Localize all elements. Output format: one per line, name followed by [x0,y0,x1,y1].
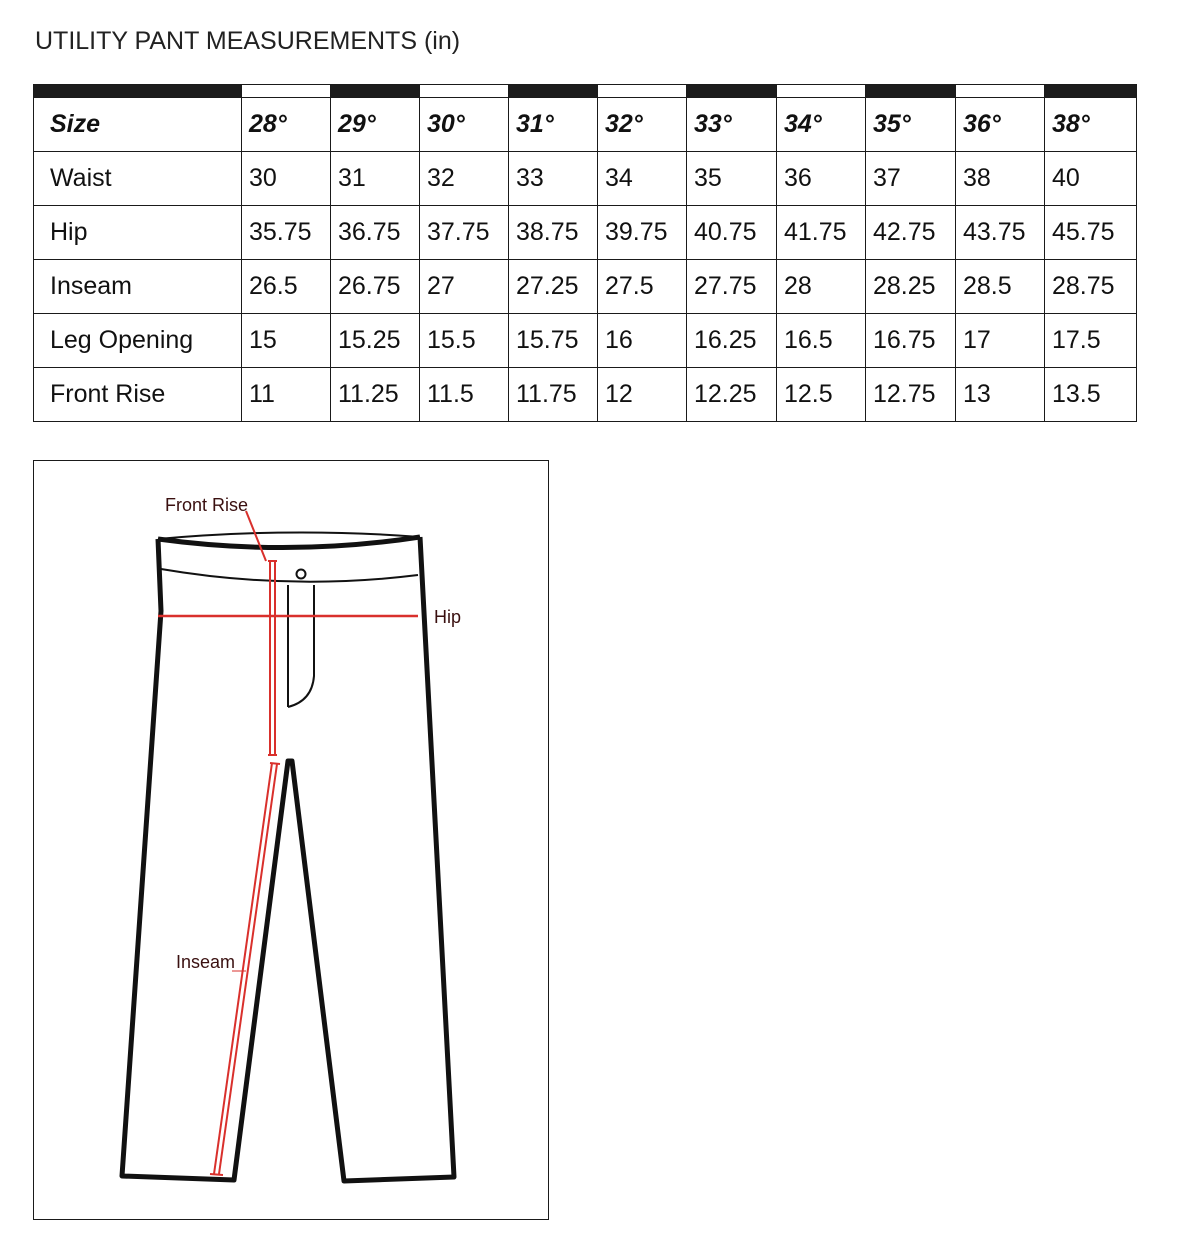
measurement-cell: 15.75 [509,314,598,368]
measurement-cell: 30 [242,152,331,206]
table-row [34,260,1137,314]
measurement-cell: 28.5 [956,260,1045,314]
measurement-cell: 37.75 [420,206,509,260]
pant-diagram [33,460,549,1220]
measurement-cell: 36.75 [331,206,420,260]
row-label: Hip [34,206,242,260]
measurement-cell: 27 [420,260,509,314]
measurement-cell: 13.5 [1045,368,1137,422]
measurement-cell: 31 [331,152,420,206]
hip-label: Hip [434,607,462,627]
header-bar-row [34,85,1137,98]
button-icon [297,570,306,579]
front-rise-pointer [246,511,266,561]
measurement-cell: 34 [598,152,687,206]
measurement-cell: 28 [777,260,866,314]
waistband-top [158,537,420,548]
row-label: Waist [34,152,242,206]
page-title: UTILITY PANT MEASUREMENTS (in) [35,27,461,55]
measurement-cell: 11 [242,368,331,422]
size-header-cell: 35° [866,98,956,152]
measurement-cell: 16.5 [777,314,866,368]
pant-illustration [34,461,550,1221]
measurement-cell: 11.25 [331,368,420,422]
size-row-label: Size [34,98,242,152]
header-bar-cell [598,85,687,98]
header-bar-cell [866,85,956,98]
measurement-cell: 12.25 [687,368,777,422]
table-row [34,152,1137,206]
header-bar-cell [687,85,777,98]
table-row [34,314,1137,368]
header-bar-cell [1045,85,1137,98]
table-row [34,368,1137,422]
header-bar-cell [34,85,242,98]
measurement-cell: 27.5 [598,260,687,314]
measurement-cell: 26.75 [331,260,420,314]
measurement-cell: 38 [956,152,1045,206]
header-bar-cell [242,85,331,98]
measurement-cell: 40.75 [687,206,777,260]
measurement-cell: 28.75 [1045,260,1137,314]
measurement-cell: 12 [598,368,687,422]
header-bar-cell [956,85,1045,98]
measurement-cell: 33 [509,152,598,206]
size-header-cell: 38° [1045,98,1137,152]
fly-stitch [288,585,314,707]
measurement-cell: 38.75 [509,206,598,260]
measurement-cell: 16 [598,314,687,368]
size-header-cell: 33° [687,98,777,152]
size-header-cell: 32° [598,98,687,152]
measurement-cell: 39.75 [598,206,687,260]
measurement-cell: 37 [866,152,956,206]
waistband-inner [158,532,420,539]
size-header-cell: 28° [242,98,331,152]
measurement-cell: 41.75 [777,206,866,260]
measurement-cell: 15.25 [331,314,420,368]
header-bar-cell [509,85,598,98]
measurement-cell: 17 [956,314,1045,368]
inseam-label: Inseam [176,952,236,972]
waistband-bottom [161,569,418,582]
header-bar-cell [331,85,420,98]
measurement-cell: 32 [420,152,509,206]
measurement-cell: 36 [777,152,866,206]
header-bar-cell [420,85,509,98]
measurement-cell: 27.25 [509,260,598,314]
measurement-cell: 16.25 [687,314,777,368]
measurement-cell: 15 [242,314,331,368]
measurement-cell: 40 [1045,152,1137,206]
measurement-cell: 13 [956,368,1045,422]
header-bar-cell [777,85,866,98]
measurement-cell: 11.75 [509,368,598,422]
measurement-cell: 43.75 [956,206,1045,260]
measurement-cell: 26.5 [242,260,331,314]
measurement-cell: 42.75 [866,206,956,260]
table-row [34,206,1137,260]
measurement-cell: 45.75 [1045,206,1137,260]
measurement-cell: 12.75 [866,368,956,422]
measurement-cell: 15.5 [420,314,509,368]
measurement-cell: 11.5 [420,368,509,422]
measurement-cell: 27.75 [687,260,777,314]
size-header-cell: 36° [956,98,1045,152]
size-header-cell: 29° [331,98,420,152]
row-label: Leg Opening [34,314,242,368]
measurement-cell: 12.5 [777,368,866,422]
row-label: Front Rise [34,368,242,422]
measurement-table [33,84,1137,422]
front-rise-label: Front Rise [165,495,249,515]
measurement-cell: 35 [687,152,777,206]
row-label: Inseam [34,260,242,314]
size-row [34,98,1137,152]
size-header-cell: 31° [509,98,598,152]
measurement-cell: 35.75 [242,206,331,260]
measurement-cell: 16.75 [866,314,956,368]
measurement-cell: 17.5 [1045,314,1137,368]
size-header-cell: 34° [777,98,866,152]
size-header-cell: 30° [420,98,509,152]
measurement-cell: 28.25 [866,260,956,314]
